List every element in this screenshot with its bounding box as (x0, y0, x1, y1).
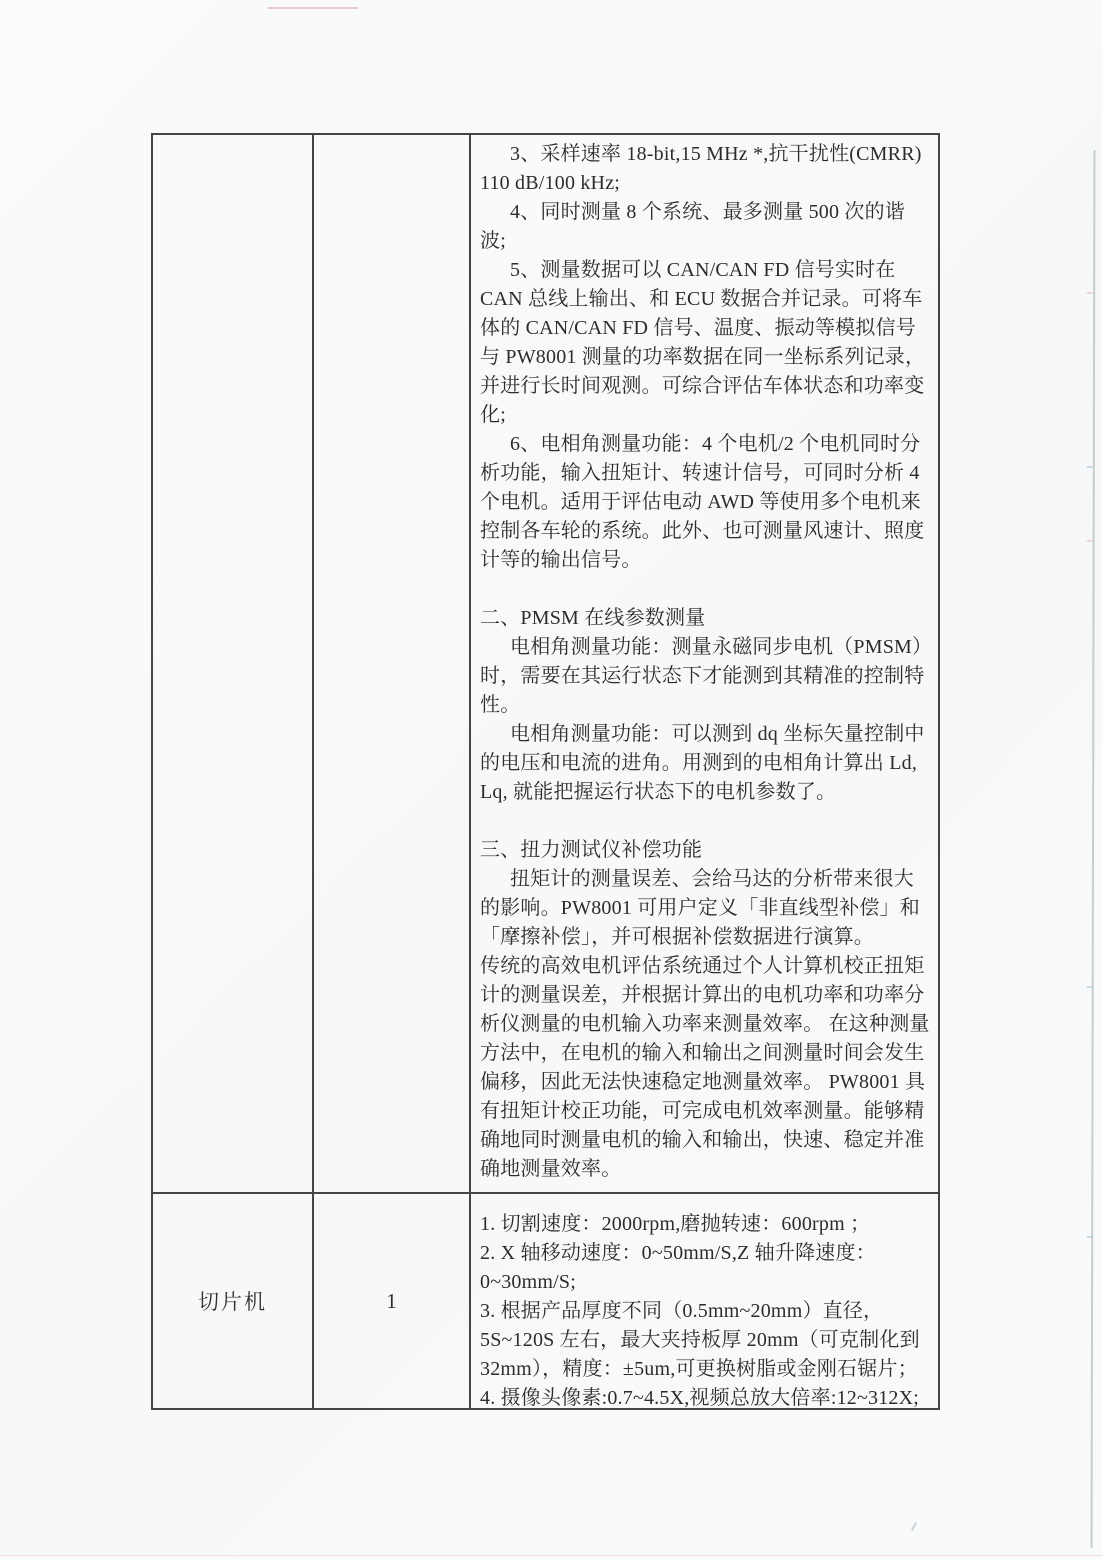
equipment-spec-table (151, 133, 940, 1410)
scan-tick-mark (1087, 540, 1093, 542)
spec-paragraph: 电相角测量功能：测量永磁同步电机（PMSM）时，需要在其运行状态下才能测到其精准的控制特性。 (480, 636, 925, 716)
item-name-cell-row2: 切片机 (153, 1194, 314, 1408)
scan-tick-mark (1087, 466, 1093, 468)
scan-artifact-top-line (268, 7, 358, 9)
item-name-cell-row1 (153, 135, 314, 1194)
quantity-cell-row1 (314, 135, 471, 1194)
spec-paragraph: 传统的高效电机评估系统通过个人计算机校正扭矩计的测量误差，并根据计算出的电机功率和功率分析仪测量的电机输入功率来测量效率。 在这种测量方法中，在电机的输入和输出之间测量时间会发生偏移，因此无法快速稳定地测量效率。 PW8001 具有扭矩计校正功能，可完成电机效率测量。能够精确地同时测量电机的输入和输出，快速、稳定并准确地测量效率。 (480, 955, 930, 1180)
spec-cell-row2 (471, 1194, 938, 1408)
scan-page-edge-line (1091, 150, 1096, 1548)
spec-paragraph: 3、采样速率 18-bit,15 MHz *,抗干扰性(CMRR) 110 dB/100 kHz; (480, 143, 922, 194)
spec-paragraph: 4. 摄像头像素:0.7~4.5X,视频总放大倍率:12~312X; (480, 1387, 919, 1408)
scan-tick-mark (1087, 986, 1093, 988)
scan-tick-mark (1087, 292, 1093, 294)
spec-paragraph: 3. 根据产品厚度不同（0.5mm~20mm）直径，5S~120S 左右，最大夹持板厚 20mm（可克制化到 32mm），精度：±5um,可更换树脂或金刚石锯片； (480, 1300, 920, 1380)
scan-tick-mark (1087, 1236, 1093, 1238)
spec-paragraph: 电相角测量功能：可以测到 dq 坐标矢量控制中的电压和电流的进角。用测到的电相角计算出 Ld, Lq, 就能把握运行状态下的电机参数了。 (480, 723, 925, 803)
spec-paragraph: 扭矩计的测量误差、会给马达的分析带来很大的影响。PW8001 可用户定义「非直线型补偿」和「摩擦补偿」，并可根据补偿数据进行演算。 (480, 868, 920, 948)
spec-paragraph: 1. 切割速度：2000rpm,磨抛转速：600rpm ； (480, 1213, 871, 1235)
spec-cell-row1 (471, 135, 938, 1194)
spec-paragraph: 5、测量数据可以 CAN/CAN FD 信号实时在 CAN 总线上输出、和 ECU 数据合并记录。可将车体的 CAN/CAN FD 信号、温度、振动等模拟信号与 PW8001 测量的功率数据在同一坐标系列记录，并进行长时间观测。可综合评估车体状态和功率变化; (480, 259, 926, 426)
spec-paragraph: 三、扭力测试仪补偿功能 (480, 839, 703, 861)
spec-paragraph: 6、电相角测量功能：4 个电机/2 个电机同时分析功能，输入扭矩计、转速计信号，可同时分析 4 个电机。适用于评估电动 AWD 等使用多个电机来控制各车轮的系统。此外、也可测量风速计、照度计等的输出信号。 (480, 433, 925, 571)
spec-paragraph: 4、同时测量 8 个系统、最多测量 500 次的谐波; (480, 201, 905, 252)
scan-artifact-bottom-line (0, 1555, 1102, 1556)
quantity-cell-row2: 1 (314, 1194, 471, 1408)
spec-paragraph: 2. X 轴移动速度：0~50mm/S,Z 轴升降速度：0~30mm/S; (480, 1242, 876, 1293)
scan-speck (911, 1522, 917, 1531)
spec-paragraph: 二、PMSM 在线参数测量 (480, 607, 706, 629)
